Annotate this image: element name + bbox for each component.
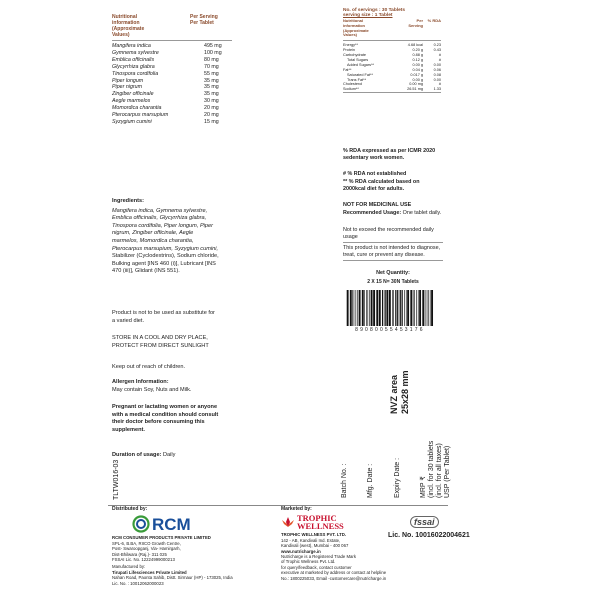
barcode-bar <box>376 290 378 326</box>
trophic-address-line: 142 - AB, Kandivali Ind. Estate, <box>281 537 341 543</box>
row-name: Total Sugars <box>347 57 369 62</box>
mrp-note-1: (incl. for 30 tablets <box>428 440 435 498</box>
allergen-text: May contain Soy, Nuts and Milk. <box>112 386 192 393</box>
barcode-bar <box>410 290 412 326</box>
barcode-bar <box>427 290 428 326</box>
usp-label: USP (Per Tablet) <box>444 445 451 498</box>
row-name: Pterocarpus marsupium <box>112 112 169 119</box>
children-note: Keep out of reach of children. <box>112 364 186 370</box>
row-rda: 0.08 <box>433 72 441 77</box>
duration-label: Duration of usage: <box>112 452 162 458</box>
barcode-bar <box>362 290 364 326</box>
table-row <box>112 91 232 98</box>
row-value: 0.88 g <box>412 53 423 57</box>
row-rda: 1.33 <box>433 87 441 92</box>
row-amount: 35 mg <box>204 91 219 98</box>
row-name: Mangifera indica <box>112 43 151 49</box>
left-nutrition-table <box>112 14 232 126</box>
rcm-emblem-icon <box>132 515 150 533</box>
row-amount: 495 mg <box>204 43 222 49</box>
header-line: Per Serving <box>190 14 218 20</box>
header-line: (Approximate <box>112 26 145 32</box>
table-row <box>112 43 232 50</box>
row-value: 0.00 g <box>412 77 423 82</box>
table-row <box>112 119 232 126</box>
barcode-bar <box>350 290 352 326</box>
right-table-header <box>343 19 441 38</box>
barcode-bar <box>425 290 426 326</box>
manufacturer-name: Tirupati Lifesciences Private Limited <box>112 569 187 575</box>
ingredients-botanical: Mangifera indica, Gymnema sylvestre, Emblica officinalis, Glycyrrhiza glabra, Tinospora cordifolia, Piper longum, Piper nigrum, Zingiber officinale, Aegle marmelos, Momordica charantia, Pterocarpus marsupium, Syzygium cumini, <box>112 207 219 252</box>
row-amount: 20 mg <box>204 112 219 119</box>
table-row <box>112 64 232 71</box>
rcm-address-line: SPL-6, B.BA, RIICO Growth Centre, <box>112 540 181 546</box>
disease-note: This product is not intended to diagnose, treat, cure or prevent any disease. <box>343 245 443 261</box>
header-line: Values) <box>112 32 130 38</box>
left-table-header <box>112 14 232 38</box>
trademark-line: of Trophic Wellness Pvt. Ltd. <box>281 559 336 565</box>
table-row <box>112 57 232 64</box>
row-name: Gymnema sylvestre <box>112 49 159 56</box>
barcode-bar <box>357 290 358 326</box>
rda-not-established: # % RDA not established <box>343 171 407 177</box>
row-amount: 35 mg <box>204 84 219 91</box>
row-name: Aegle marmelos <box>112 98 151 105</box>
usage-value: One tablet daily. <box>402 210 442 216</box>
row-rda: 0.43 <box>433 48 441 53</box>
barcode-bar <box>402 290 403 326</box>
barcode-bar <box>407 290 409 326</box>
allergen-block <box>112 379 232 394</box>
mfg-date: Mfg. Date : <box>367 463 374 498</box>
barcode-bar <box>354 290 355 326</box>
row-value: 0.00 g <box>412 62 423 67</box>
barcode-bar <box>359 290 361 326</box>
barcode-bar <box>364 290 365 326</box>
trademark-line: Nutricharge is a Registered Trade Mark <box>281 554 356 560</box>
barcode-bar <box>413 290 414 326</box>
feedback-line: executive at marketed by address or contact at helpline <box>281 570 387 576</box>
ingredients-additives: Stabilizer (Cyclodextrins), Sodium chloride, Bulking agent [INS 460 (i)], Lubricant [INS 470 (iii)], Glidant (INS 551). <box>112 253 219 275</box>
feedback-line: for query/feedback, contact customer <box>281 564 352 570</box>
mrp-label: MRP ₹ <box>420 476 427 498</box>
barcode-bar <box>392 290 393 326</box>
row-amount: 80 mg <box>204 56 219 63</box>
row-value: 0.04 g <box>412 67 423 72</box>
rda-note: % RDA expressed as per ICMR 2020 sedentary work women. <box>343 148 436 162</box>
barcode-bar <box>369 290 370 326</box>
nvz-line-1: NVZ area <box>389 374 399 414</box>
barcode-bar <box>414 290 415 326</box>
header-line: (Approximate <box>343 27 369 33</box>
website: www.nutricharge.in <box>281 548 321 554</box>
barcode-bar <box>356 290 357 326</box>
barcode-bar <box>379 290 381 326</box>
barcode-bar <box>431 290 433 326</box>
manufactured-by-label: Manufactured by: <box>112 564 146 570</box>
feedback-line: No.: 1800225033, Email -customercare@nutricharge.in <box>281 575 387 581</box>
row-name: Carbohydrate <box>343 53 367 57</box>
footer-divider <box>108 505 448 506</box>
rcm-address-line: FSSAI Lic. No. 12224999000213 <box>112 557 175 563</box>
row-amount: 35 mg <box>204 77 219 84</box>
rcm-address-line: Dist-Bhilwara (Raj.)- 311 025 <box>112 551 167 557</box>
barcode-bar <box>366 290 367 326</box>
rcm-address-line: Post- Swaroopganj, Via- Hamirgarh, <box>112 546 181 552</box>
trophic-logo-text: TROPHIC WELLNESS <box>297 513 344 532</box>
header-per-serving: Per Serving <box>408 18 423 28</box>
barcode-bar <box>422 290 424 326</box>
left-table-rows <box>112 43 232 126</box>
table-row <box>112 78 232 85</box>
row-name: Tinospora cordifolia <box>112 70 159 77</box>
net-qty-label: Net Quantity: <box>376 270 410 276</box>
row-rda: # <box>438 57 441 62</box>
barcode-bar <box>373 290 375 326</box>
row-value: 4.68 kcal <box>407 43 423 48</box>
row-name: Glycyrrhiza glabra <box>112 63 155 70</box>
nvz-line-2: 25x28 mm <box>400 370 410 414</box>
header-line: Values) <box>343 32 358 38</box>
batch-no: Batch No. : <box>341 463 348 498</box>
row-rda: 0.00 <box>433 62 441 67</box>
divider <box>343 40 441 41</box>
fssai-lic: Lic. No. 10016022004621 <box>388 532 470 539</box>
barcode-bar <box>419 290 421 326</box>
row-value: 0.12 g <box>412 57 423 62</box>
usage-label: Recommended Usage: <box>343 210 402 216</box>
product-code: TLTW016-03 <box>113 459 120 500</box>
barcode-bar <box>395 290 396 326</box>
row-amount: 20 mg <box>204 105 219 112</box>
rcm-logo <box>132 515 242 533</box>
duration-block <box>112 452 242 460</box>
net-qty-value: 2 X 15 N= 30N Tablets <box>367 279 419 285</box>
row-name: Momordica charantia <box>112 105 162 112</box>
duration-value: Daily <box>162 452 176 458</box>
fssai-logo: fssai <box>410 516 439 528</box>
barcode-bar <box>406 290 407 326</box>
row-value: 0.20 g <box>412 48 423 53</box>
row-name: Saturated Fat** <box>347 72 373 77</box>
row-name: Energy** <box>343 43 358 48</box>
mrp-note-2: (incl. for all taxes) <box>436 443 443 498</box>
row-amount: 100 mg <box>204 49 222 56</box>
barcode-bar <box>400 290 401 326</box>
row-rda: 0.23 <box>433 43 441 48</box>
header-line: Per Tablet <box>190 20 214 26</box>
kcal-note: ** % RDA calculated based on 2000kcal diet for adults. <box>343 179 420 193</box>
row-amount: 70 mg <box>204 63 219 70</box>
barcode-bar <box>428 290 429 326</box>
row-name: Emblica officinalis <box>112 56 155 63</box>
table-row <box>112 98 232 105</box>
row-rda: 0.00 <box>433 77 441 82</box>
barcode-bar <box>404 290 405 326</box>
row-amount: 55 mg <box>204 70 219 77</box>
barcode-bar <box>418 290 419 326</box>
barcode-digits: 8 9 0 8 0 0 5 5 4 5 3 1 7 6 <box>355 327 423 333</box>
row-value: 0.00 mg <box>409 82 423 87</box>
table-row <box>112 105 232 112</box>
header-line: Nutritional <box>112 14 137 20</box>
barcode-bar <box>382 290 383 326</box>
divider <box>112 40 232 41</box>
pregnancy-warning: Pregnant or lactating women or anyone with a medical condition should consult their doctor before consuming this supplement. <box>112 404 219 433</box>
substitute-note: Product is not to be used as substitute for a varied diet. <box>112 310 215 324</box>
trophic-company: TROPHIC WELLNESS PVT. LTD. <box>281 532 347 538</box>
manufacturer-lic: Lic. No. : 10012062000023 <box>112 580 164 586</box>
servings-count: No. of servings : 30 Tablets <box>343 8 406 13</box>
row-value: 26.51 mg <box>407 87 423 92</box>
row-amount: 15 mg <box>204 118 219 125</box>
table-row <box>112 71 232 78</box>
trophic-address-line: Kandivali (west), Mumbai - 400 067 <box>281 543 349 549</box>
row-name: Piper nigrum <box>112 84 143 91</box>
table-row <box>112 84 232 91</box>
rcm-company: RCM CONSUMER PRODUCTS PRIVATE LIMITED <box>112 535 211 541</box>
distributed-by-label: Distributed by: <box>112 506 148 512</box>
ingredients-block <box>112 198 220 276</box>
row-name: Fat** <box>343 67 352 72</box>
row-name: Added Sugars** <box>347 62 375 67</box>
rcm-logo-text: RCM <box>152 514 191 534</box>
fssai-block <box>388 512 470 539</box>
row-rda: # <box>438 82 441 87</box>
row-rda: 0.06 <box>433 67 441 72</box>
barcode-bar <box>430 290 431 326</box>
mrp-block <box>420 441 452 498</box>
allergen-title: Allergen Information: <box>112 379 169 385</box>
trophic-lotus-icon <box>281 516 295 528</box>
barcode-bar <box>371 290 373 326</box>
row-name: Protein <box>343 48 356 53</box>
right-nutrition-table <box>343 8 441 93</box>
row-value: 0.017 g <box>410 72 423 77</box>
serving-size: serving size : 1 Tablet <box>343 13 393 18</box>
barcode-bar <box>389 290 391 326</box>
barcode-bar <box>393 290 394 326</box>
barcode-bar <box>397 290 398 326</box>
storage-note: STORE IN A COOL AND DRY PLACE, PROTECT FROM DIRECT SUNLIGHT <box>112 335 209 349</box>
row-name: Cholesterol <box>343 82 363 87</box>
table-row <box>112 112 232 119</box>
table-row <box>343 87 441 93</box>
row-rda: # <box>438 53 441 57</box>
barcode-bar <box>347 290 349 326</box>
marketed-by-label: Marketed by: <box>281 506 312 512</box>
barcode-bar <box>416 290 417 326</box>
manufacturer-address: Nahan Road, Paonta Sahib, Distt. Sirmaur (HP) - 173025, India <box>112 575 233 581</box>
distributor-block <box>112 507 242 586</box>
ingredients-title: Ingredients: <box>112 198 145 204</box>
nvz-area <box>389 370 411 414</box>
header-line: information <box>343 22 365 28</box>
exceed-note: Not to exceed the recommended daily usage <box>343 227 443 243</box>
expiry-date: Expiry Date : <box>394 457 401 498</box>
usage-block <box>343 210 443 217</box>
not-medicinal: NOT FOR MEDICINAL USE <box>343 202 412 208</box>
row-name: Syzygium cumini <box>112 118 152 125</box>
barcode <box>340 290 438 326</box>
barcode-bar <box>386 290 388 326</box>
row-name: Piper longum <box>112 77 144 84</box>
row-amount: 30 mg <box>204 98 219 105</box>
row-name: Trans Fat** <box>347 77 367 82</box>
header-line: Nutritional <box>343 18 363 23</box>
row-name: Sodium** <box>343 87 359 92</box>
barcode-bar <box>367 290 368 326</box>
row-name: Zingiber officinale <box>112 91 154 98</box>
table-row <box>112 50 232 57</box>
header-line: information <box>112 20 140 26</box>
barcode-bar <box>352 290 353 326</box>
header-rda: % RDA <box>427 18 441 23</box>
barcode-bar <box>385 290 386 326</box>
